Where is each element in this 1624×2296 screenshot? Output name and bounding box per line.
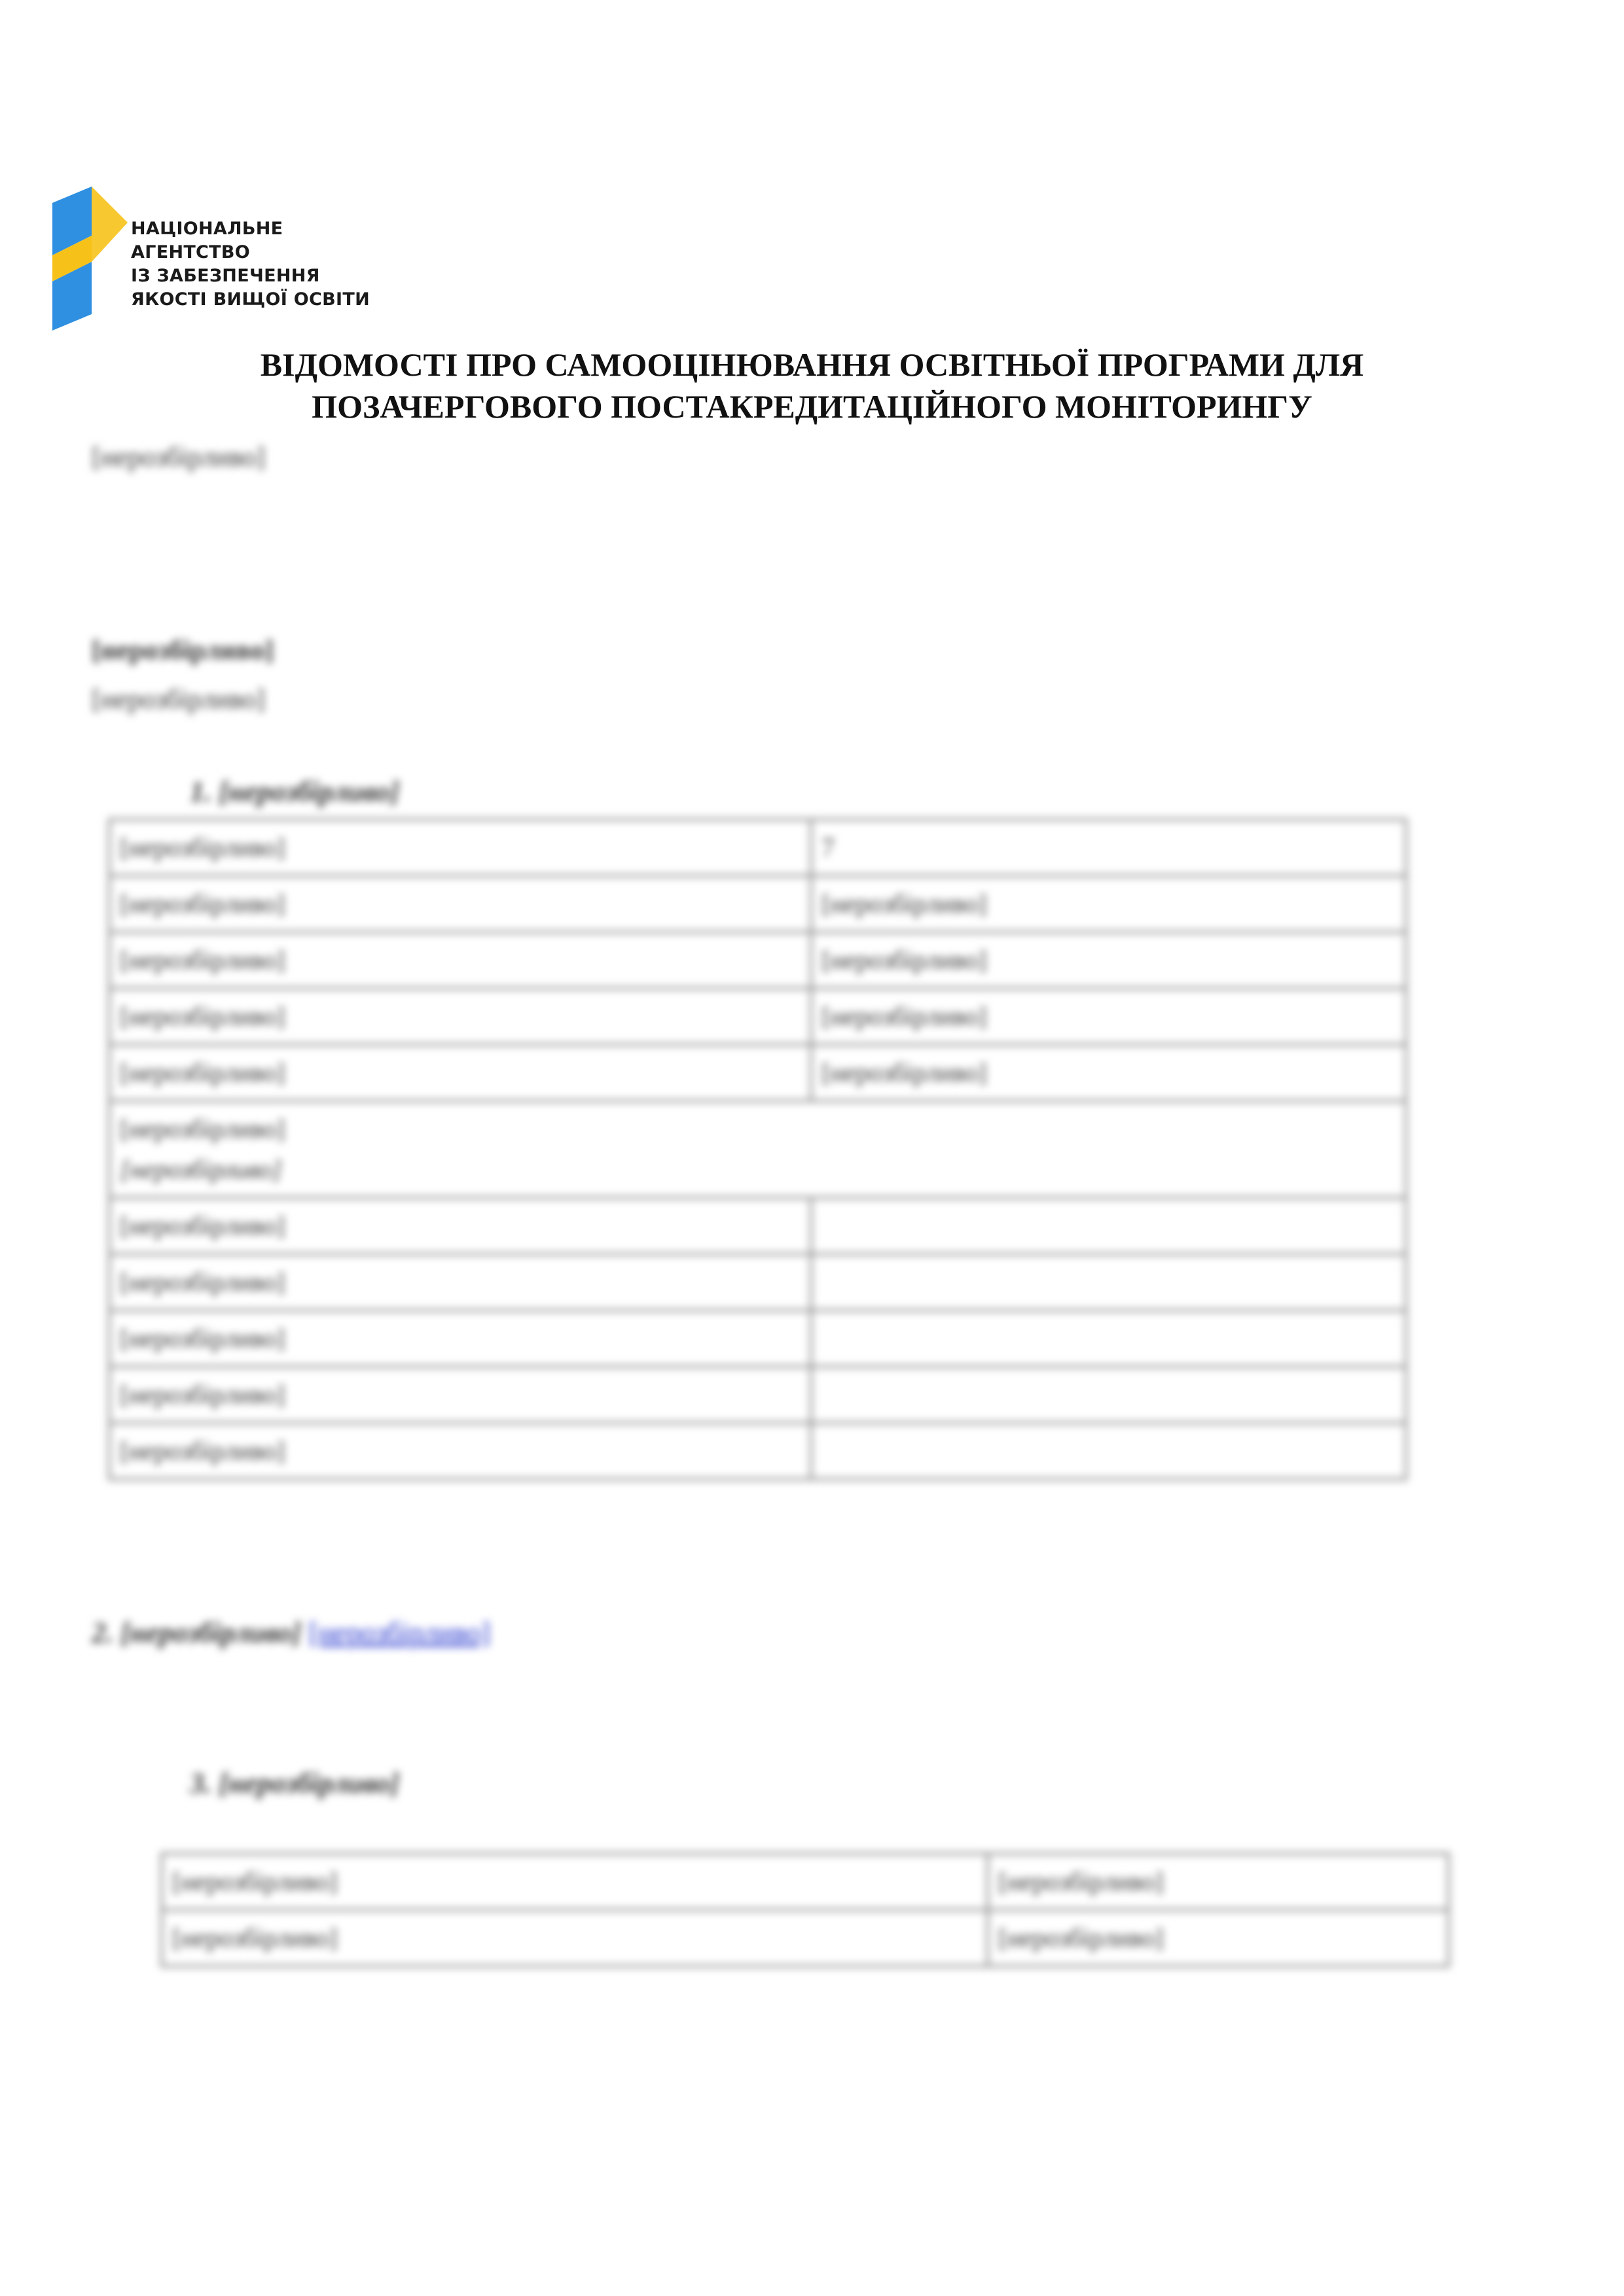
section3-heading: 3. [нерозбірливо] [190, 1767, 400, 1799]
general-note: [нерозбірливо] [92, 685, 266, 715]
table-cell-label: [нерозбірливо] [109, 1310, 811, 1367]
table-row [109, 988, 1406, 1045]
logo-line: ЯКОСТІ ВИЩОЇ ОСВІТИ [131, 289, 370, 310]
table-cell-label: [нерозбірливо] [109, 988, 811, 1045]
table-cell-value [811, 1254, 1406, 1310]
table-cell-label: [нерозбірливо] [109, 1423, 811, 1479]
table-cell-label: [нерозбірливо] [162, 1854, 988, 1910]
table-cell-value [811, 1198, 1406, 1254]
table-cell-value: [нерозбірливо] [811, 932, 1406, 988]
table-row [162, 1854, 1449, 1910]
table-row [109, 1101, 1406, 1198]
table-row [109, 1254, 1406, 1310]
table-row [109, 1045, 1406, 1101]
document-title [0, 344, 1624, 427]
subheader-text: [нерозбірливо] [120, 1114, 285, 1143]
naqa-logo [46, 183, 370, 334]
table-cell-label: [нерозбірливо] [109, 1198, 811, 1254]
table-cell-value: [нерозбірливо] [811, 1045, 1406, 1101]
logo-line: ІЗ ЗАБЕЗПЕЧЕННЯ [131, 266, 320, 286]
intro-paragraph: [нерозбірливо] [92, 442, 266, 473]
section2-heading-text: 2. [нерозбірливо] [92, 1617, 302, 1649]
title-line-2: ПОЗАЧЕРГОВОГО ПОСТАКРЕДИТАЦІЙНОГО МОНІТОРИНГУ [312, 388, 1312, 425]
table-row [109, 932, 1406, 988]
table-cell-value [811, 1423, 1406, 1479]
table-row [109, 1423, 1406, 1479]
table-subheader [109, 1101, 1406, 1198]
table-cell-label: [нерозбірливо] [109, 876, 811, 932]
table-cell-value: [нерозбірливо] [988, 1854, 1449, 1910]
logo-wordmark [131, 217, 370, 312]
table-cell-value: 7 [811, 819, 1406, 876]
table-cell-label: [нерозбірливо] [162, 1910, 988, 1966]
table-cell-label: [нерозбірливо] [109, 1367, 811, 1423]
table-cell-label: [нерозбірливо] [109, 1045, 811, 1101]
table-cell-value [811, 1310, 1406, 1367]
table-cell-label: [нерозбірливо] [109, 932, 811, 988]
logo-line: НАЦІОНАЛЬНЕ [131, 219, 283, 239]
logo-line: АГЕНТСТВО [131, 242, 251, 262]
table-cell-value: [нерозбірливо] [988, 1910, 1449, 1966]
program-table [160, 1852, 1450, 1967]
table-row [109, 1367, 1406, 1423]
section1-heading: 1. [нерозбірливо] [190, 776, 400, 808]
subheader-note: [нерозбірливо] [120, 1155, 282, 1184]
logo-emblem-icon [46, 183, 131, 334]
table-cell-value: [нерозбірливо] [811, 876, 1406, 932]
table-cell-value: [нерозбірливо] [811, 988, 1406, 1045]
table-cell-value [811, 1367, 1406, 1423]
table-row [162, 1910, 1449, 1966]
table-row [109, 819, 1406, 876]
title-line-1: ВІДОМОСТІ ПРО САМООЦІНЮВАННЯ ОСВІТНЬОЇ ПРОГРАМИ ДЛЯ [260, 346, 1364, 383]
table-cell-label: [нерозбірливо] [109, 819, 811, 876]
table-row [109, 1310, 1406, 1367]
table-row [109, 1198, 1406, 1254]
section2-heading [92, 1610, 1532, 1656]
registry-link[interactable]: [нерозбірливо] [308, 1617, 491, 1649]
table-cell-label: [нерозбірливо] [109, 1254, 811, 1310]
institution-table [108, 818, 1407, 1480]
table-row [109, 876, 1406, 932]
general-heading: [нерозбірливо] [92, 636, 274, 666]
